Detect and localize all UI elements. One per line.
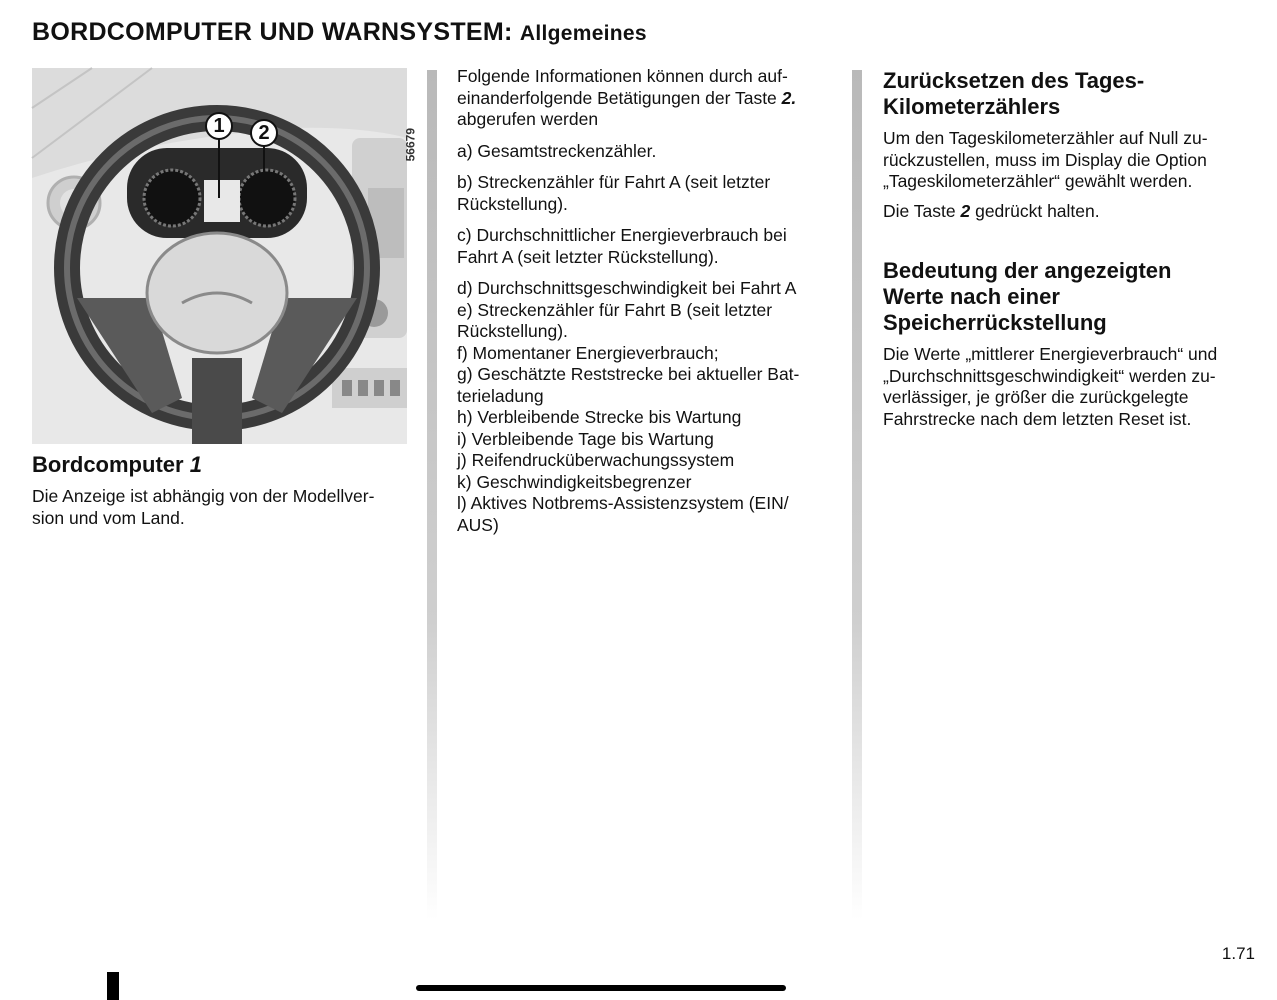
dashboard-illustration [32, 68, 417, 444]
text-line: Die Anzeige ist abhängig von der Modellver- [32, 486, 375, 506]
list-line: g) Geschätzte Reststrecke bei aktueller Bat- [457, 364, 800, 384]
list-item-c [457, 225, 832, 268]
heading-line: Zurücksetzen des Tages- [883, 68, 1145, 93]
text-line: Rückstellung). [457, 193, 568, 214]
text-line: „Tageskilometerzähler“ gewählt werden. [883, 171, 1193, 191]
paragraph-meaning [883, 344, 1258, 430]
text-line: rückzustellen, muss im Display die Option [883, 149, 1207, 170]
section-heading-bordcomputer [32, 452, 407, 478]
button-reference: 2. [781, 87, 797, 108]
list-line: terieladung [457, 385, 544, 406]
list-line: e) Streckenzähler für Fahrt B (seit letzter [457, 299, 773, 320]
text-line: b) Streckenzähler für Fahrt A (seit letzter [457, 172, 771, 192]
home-indicator-bar[interactable] [416, 985, 786, 991]
page-title-sub: Allgemeines [519, 22, 647, 45]
list-line: f) Momentaner Energieverbrauch; [457, 342, 719, 363]
text-segment: gedrückt halten. [970, 200, 1100, 221]
heading-line: Speicherrückstellung [883, 310, 1107, 335]
figure-code: 56679 [403, 128, 417, 162]
text-line: verlässiger, je größer die zurückgelegte [883, 387, 1189, 407]
list-line: i) Verbleibende Tage bis Wartung [457, 428, 714, 449]
list-item-b [457, 172, 832, 215]
text-line: Fahrt A (seit letzter Rückstellung). [457, 246, 719, 267]
heading-line: Werte nach einer [883, 284, 1060, 309]
list-item-a: a) Gesamtstreckenzähler. [457, 140, 657, 161]
text-line: Folgende Informationen können durch auf- [457, 66, 788, 86]
text-line: „Durchschnittsgeschwindigkeit“ werden zu- [883, 365, 1216, 386]
page-title [32, 18, 647, 47]
text-line: c) Durchschnittlicher Energieverbrauch bei [457, 225, 787, 245]
list-items-rest [457, 278, 832, 536]
column-divider-left [427, 70, 437, 920]
column-left [32, 68, 417, 529]
list-line: d) Durchschnittsgeschwindigkeit bei Fahrt A [457, 278, 797, 298]
page-title-main: BORDCOMPUTER UND WARNSYSTEM: [32, 18, 513, 46]
text-line: Um den Tageskilometerzähler auf Null zu- [883, 128, 1208, 148]
text-line: einanderfolgende Betätigungen der Taste [457, 87, 782, 108]
callout-1: 1 [205, 112, 233, 140]
list-line: Rückstellung). [457, 321, 568, 341]
list-line: AUS) [457, 514, 499, 535]
heading-reference: 1 [189, 452, 202, 477]
paragraph-display-info [32, 486, 407, 529]
text-line: sion und vom Land. [32, 507, 185, 528]
list-line: l) Aktives Notbrems-Assistenzsystem (EIN/ [457, 493, 789, 513]
button-reference: 2 [960, 200, 971, 221]
heading-line: Bedeutung der angezeigten [883, 258, 1172, 283]
section-heading-meaning [883, 258, 1258, 336]
heading-text: Bordcomputer [32, 452, 190, 477]
page-number: 1.71 [1221, 944, 1255, 963]
list-line: h) Verbleibende Strecke bis Wartung [457, 407, 742, 427]
paragraph-intro [457, 66, 832, 131]
text-segment: Die Taste [883, 200, 961, 221]
list-line: j) Reifendrucküberwachungssystem [457, 450, 735, 470]
list-line: k) Geschwindigkeitsbegrenzer [457, 471, 692, 492]
text-line: Fahrstrecke nach dem letzten Reset ist. [883, 408, 1192, 429]
column-middle [457, 66, 832, 536]
section-heading-reset [883, 68, 1258, 120]
callout-2: 2 [250, 119, 278, 147]
heading-line: Kilometerzählers [883, 94, 1061, 119]
column-divider-right [852, 70, 862, 920]
text-line: Die Werte „mittlerer Energieverbrauch“ und [883, 344, 1218, 364]
paragraph-reset-instructions [883, 128, 1258, 193]
page-edge-mark [107, 972, 119, 1000]
paragraph-hold-button [883, 201, 1258, 223]
text-line: abgerufen werden [457, 109, 599, 129]
column-right [883, 68, 1258, 430]
